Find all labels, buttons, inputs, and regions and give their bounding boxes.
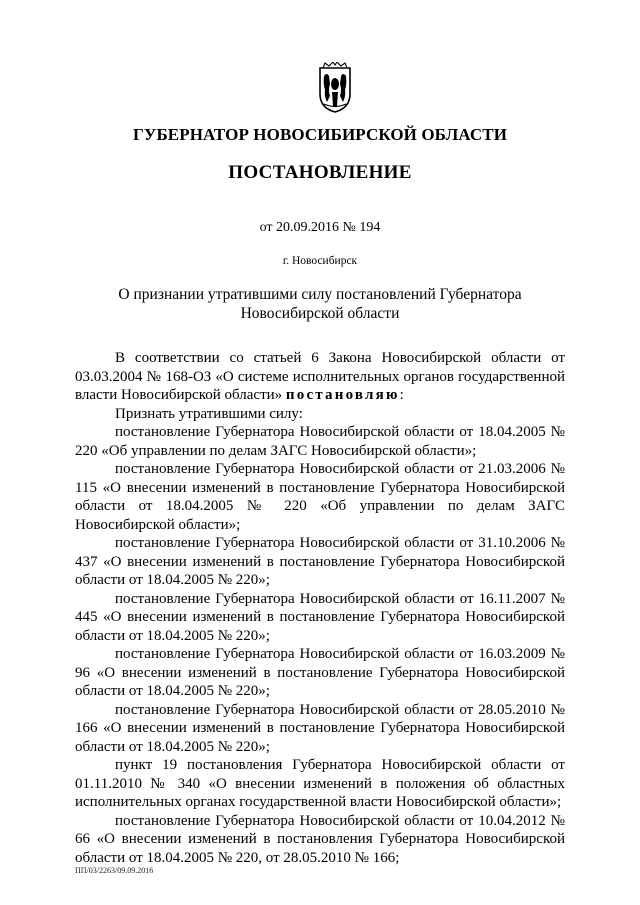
repealed-item: постановление Губернатора Новосибирской области от 16.11.2007 № 445 «О внесении изменений в постановление Губернатора Новосибирской области от 18.04.2005 № 220»;: [75, 590, 565, 644]
document-body: [75, 349, 565, 867]
repealed-item: постановление Губернатора Новосибирской области от 28.05.2010 № 166 «О внесении изменений в постановление Губернатора Новосибирской области от 18.04.2005 № 220»;: [75, 701, 565, 755]
preamble-paragraph: [75, 349, 565, 405]
repealed-item: постановление Губернатора Новосибирской области от 16.03.2009 № 96 «О внесении изменений в постановление Губернатора Новосибирской области от 18.04.2005 № 220»;: [75, 646, 565, 699]
preamble-end: :: [399, 387, 404, 403]
decree-keyword: постановляю: [285, 387, 400, 403]
document-type: ПОСТАНОВЛЕНИЕ: [228, 162, 412, 183]
coat-of-arms-emblem: [315, 62, 355, 114]
repealed-item: постановление Губернатора Новосибирской области от 31.10.2006 № 437 «О внесении изменений в постановление Губернатора Новосибирской области от 18.04.2005 № 220»;: [75, 535, 565, 588]
document-subject: [0, 285, 640, 323]
issue-city: г. Новосибирск: [282, 255, 358, 267]
repealed-item: постановление Губернатора Новосибирской области от 21.03.2006 № 115 «О внесении изменений в постановление Губернатора Новосибирской области от 18.04.2005 № 220 «Об управлении по делам ЗАГС Новосибирской области»;: [75, 461, 565, 533]
issuing-authority: ГУБЕРНАТОР НОВОСИБИРСКОЙ ОБЛАСТИ: [132, 125, 508, 144]
subject-line: О признании утратившими силу постановлений Губернатора: [118, 286, 522, 303]
repealed-item: пункт 19 постановления Губернатора Новосибирской области от 01.11.2010 № 340 «О внесении изменений в положения об областных исполнительных органах государственной власти Новосибирской области»;: [75, 757, 565, 810]
document-code: ПП/03/2263/09.09.2016: [75, 866, 154, 875]
subject-line: Новосибирской области: [240, 305, 400, 322]
document-dateline: от 20.09.2016 № 194: [259, 220, 381, 235]
repealed-item: постановление Губернатора Новосибирской области от 18.04.2005 № 220 «Об управлении по делам ЗАГС Новосибирской области»;: [75, 424, 565, 459]
repealed-item: постановление Губернатора Новосибирской области от 10.04.2012 № 66 «О внесении изменений в постановления Губернатора Новосибирской области от 18.04.2005 № 220, от 28.05.2010 № 166;: [75, 812, 565, 866]
preamble-text: В соответствии со статьей 6 Закона Новосибирской области от 03.03.2004 № 168-ОЗ «О системе исполнительных органов государственной власти Новосибирской области»: [75, 350, 565, 403]
recognize-paragraph: Признать утратившими силу:: [115, 405, 303, 422]
